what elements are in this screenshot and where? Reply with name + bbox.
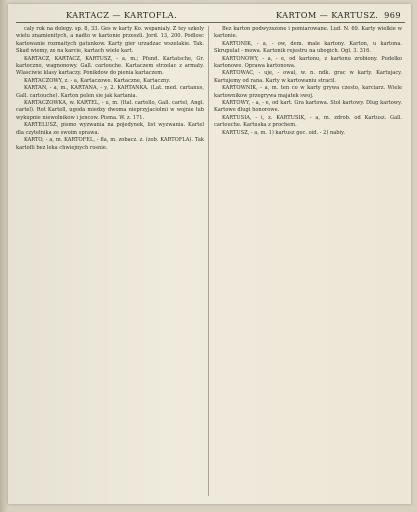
entry-paragraph: KARTACZOWY, z. - a, Kartaczowe. Kartaczne, Kartaczny. xyxy=(24,77,171,84)
dictionary-page xyxy=(8,4,411,504)
entry-paragraph: KARTACZ, KARTACZ, KARTUSZ, - a, m.; Pfund. Kartatsche, Gr. kartoczno, wagnonowy. Gall. cartouche. Kartaczem strzelac z armaty. Wlasciwie klasy kartaczy. Ponikdow do pienia kartaczem. xyxy=(16,55,204,77)
header-right-title: KARTOM — KARTUSZ. xyxy=(276,10,379,20)
entry-paragraph: KARTOWY, - a, - e, od kart. Gra kartowa. Stol kartowy. Dlug kartowy. Kartowe dlugi honorowe. xyxy=(214,100,402,114)
entry-paragraph: KARTAN, - a, m., KARTANA, - y, 2. KARTANKA. (Lat. med. cartanus, Gall. cartouche). Karton pelen sie jak kartania. xyxy=(16,85,204,99)
entry-paragraph: KARTOWNIK, - a, m. ten co w karty grywa czesto, karciarz. Wiele kartownikow przegrywa majatek swoj. xyxy=(214,85,402,99)
header-rule xyxy=(16,22,405,23)
page-number: 969 xyxy=(384,10,401,20)
entry-paragraph: KARTUSIA, - i, z. KARTUSIK, - a, m. zdrob. od Kartusz. Gall. cartouche. Kartuska z prochem. xyxy=(214,114,402,129)
header-left-title: KARTACZ — KARTOFLA. xyxy=(66,10,178,20)
entry-paragraph: Bez karton podwyzszone i pomiarowane. Lud. N. 69. Karty wielkie w kartonie. xyxy=(214,26,402,40)
entry-paragraph: KARTONIK, - a, - ow, dem. male kartony. Karton, u kartona. Skrupulat - mowa. Kartonik rejestru na ubogich. Ogl. 3. 316. xyxy=(214,40,402,55)
entry-paragraph: KARTACZOWKA, w. KARTEL, - u, m. (Ital. cartello, Gall. cartel, Angl. cartel). Rot Kartell, ugoda miedzy dwoma nieprzyjaciolmi w wojnie lub wykupnie niewolnikow i jencow. Pisma. W. z. 171. xyxy=(16,100,204,121)
entry-paragraph: KARTELUSZ, pismo wyzwania na pojedynek, list wyzwania. Kartel dla czytelnika ze swoim sprawa. xyxy=(16,122,204,136)
entry-paragraph: KARTUSZ, - a, m. 1) kartusz gec. oid. - 2) nabiy. xyxy=(222,129,345,136)
entry-paragraph: KARTO, - a, m. KARTOFEL, - fla, m. zobacz. z. (zob. KARTOFLA). Tak kartofli bez leka chwiejnych rosnie. xyxy=(16,137,204,151)
book-spine-shadow xyxy=(0,0,8,512)
entry-paragraph: KARTONOWY, - a, - e, od kartonu, z kartonu zrobiony. Pudelko kartonowe. Oprawa kartonowa. xyxy=(214,55,402,70)
entry-paragraph: KARTOWAC, - uje, - owal, w. n. ndk. grac w karty. Kartujacy. Kartujemy od rana. Karty w kartowaniu stracil. xyxy=(214,70,402,84)
entry-paragraph: caly rok na dolegy. sp. 8, 33. Ges w karty Ko. wspanialy. Z tey szkoly wielu znamienitych, a nadto w kartonie przeszli. Jord. 13, 200. Podlosc kartowanie rozmaitych gatunkow. Karty gier urzadzac wszelakie. Tak. Skad wiemy, ze na karcie, kartach wiele kart. xyxy=(16,26,204,55)
left-column xyxy=(16,26,204,496)
right-column xyxy=(214,26,402,496)
column-divider xyxy=(208,26,209,496)
